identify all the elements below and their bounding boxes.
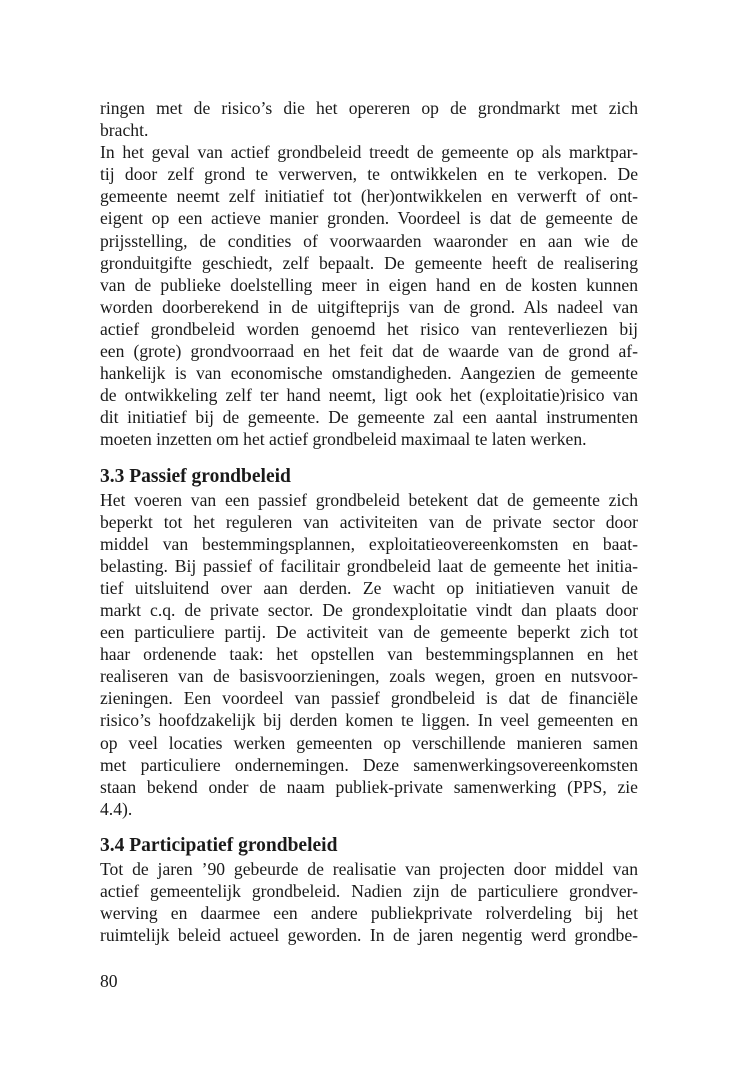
text-line: op veel locaties werken gemeenten op verschillende manieren samen [100,732,638,753]
intro-paragraph [100,97,638,141]
text-line: dit initiatief bij de gemeente. De gemeente zal een aantal instrumenten [100,407,638,428]
text-line: markt c.q. de private sector. De grondexploitatie vindt dan plaats door [100,599,638,620]
text-line: Tot de jaren ’90 gebeurde de realisatie van projecten door middel van [100,858,638,879]
text-line: actief gemeentelijk grondbeleid. Nadien zijn de particuliere grondver- [100,881,638,901]
text-line: werving en daarmee een andere publiekprivate rolverdeling bij het [100,903,638,924]
text-line: van de publieke doelstelling meer in eigen hand en de kosten kunnen [100,274,638,295]
text-line: ringen met de risico’s die het opereren op de grondmarkt met zich [100,98,638,118]
text-line: belasting. Bij passief of facilitair grondbeleid laat de gemeente het initia- [100,555,638,576]
page-body [100,97,638,946]
text-line: ruimtelijk beleid actueel geworden. In de jaren negentig werd grondbe- [100,925,638,946]
text-line: staan bekend onder de naam publiek-private samenwerking (PPS, zie [100,776,638,797]
page-number: 80 [100,971,118,991]
text-line: hankelijk is van economische omstandigheden. Aangezien de gemeente [100,363,638,384]
text-line: beperkt tot het reguleren van activiteiten van de private sector door [100,511,638,532]
section-heading-passive: 3.3 Passief grondbeleid [100,465,291,487]
text-line: een (grote) grondvoorraad en het feit dat de waarde van de grond af- [100,341,638,362]
text-line: Het voeren van een passief grondbeleid betekent dat de gemeente zich [100,489,638,510]
text-line: tief uitsluitend over aan derden. Ze wacht op initiatieven vanuit de [100,577,638,598]
text-line: actief grondbeleid worden genoemd het risico van renteverliezen bij [100,318,638,339]
active-policy-paragraph [100,141,638,450]
text-line: een particuliere partij. De activiteit van de gemeente beperkt zich tot [100,622,638,643]
text-line: worden doorberekend in de uitgifteprijs van de grond. Als nadeel van [100,296,638,317]
text-line: haar ordenende taak: het opstellen van bestemmingsplannen en het [100,644,638,665]
text-line: gemeente neemt zelf initiatief tot (her)ontwikkelen en verwerft of ont- [100,186,638,207]
text-line: zieningen. Een voordeel van passief grondbeleid is dat de financiële [100,688,638,709]
text-line: tij door zelf grond te verwerven, te ontwikkelen en te verkopen. De [100,164,638,185]
passive-policy-paragraph [100,489,638,820]
text-line: middel van bestemmingsplannen, exploitatieovereenkomsten en baat- [100,533,638,554]
text-line: 4.4). [100,798,133,819]
text-line: prijsstelling, de condities of voorwaarden waaronder en aan wie de [100,230,638,251]
text-line: bracht. [100,120,149,141]
text-line: gronduitgifte geschiedt, zelf bepaalt. De gemeente heeft de realisering [100,252,638,273]
text-line: realiseren van de basisvoorzieningen, zoals wegen, groen en nutsvoor- [100,666,638,687]
text-line: met particuliere ondernemingen. Deze samenwerkingsovereenkomsten [100,754,638,775]
participatory-policy-paragraph [100,858,638,946]
text-line: eigent op een actieve manier gronden. Voordeel is dat de gemeente de [100,208,638,229]
text-line: In het geval van actief grondbeleid treedt de gemeente op als marktpar- [100,142,638,163]
text-line: de ontwikkeling zelf ter hand neemt, ligt ook het (exploitatie)risico van [100,385,638,406]
section-heading-participatory: 3.4 Participatief grondbeleid [100,834,338,856]
text-line: moeten inzetten om het actief grondbeleid maximaal te laten werken. [100,429,587,450]
text-line: risico’s hoofdzakelijk bij derden komen te liggen. In veel gemeenten en [100,710,638,731]
